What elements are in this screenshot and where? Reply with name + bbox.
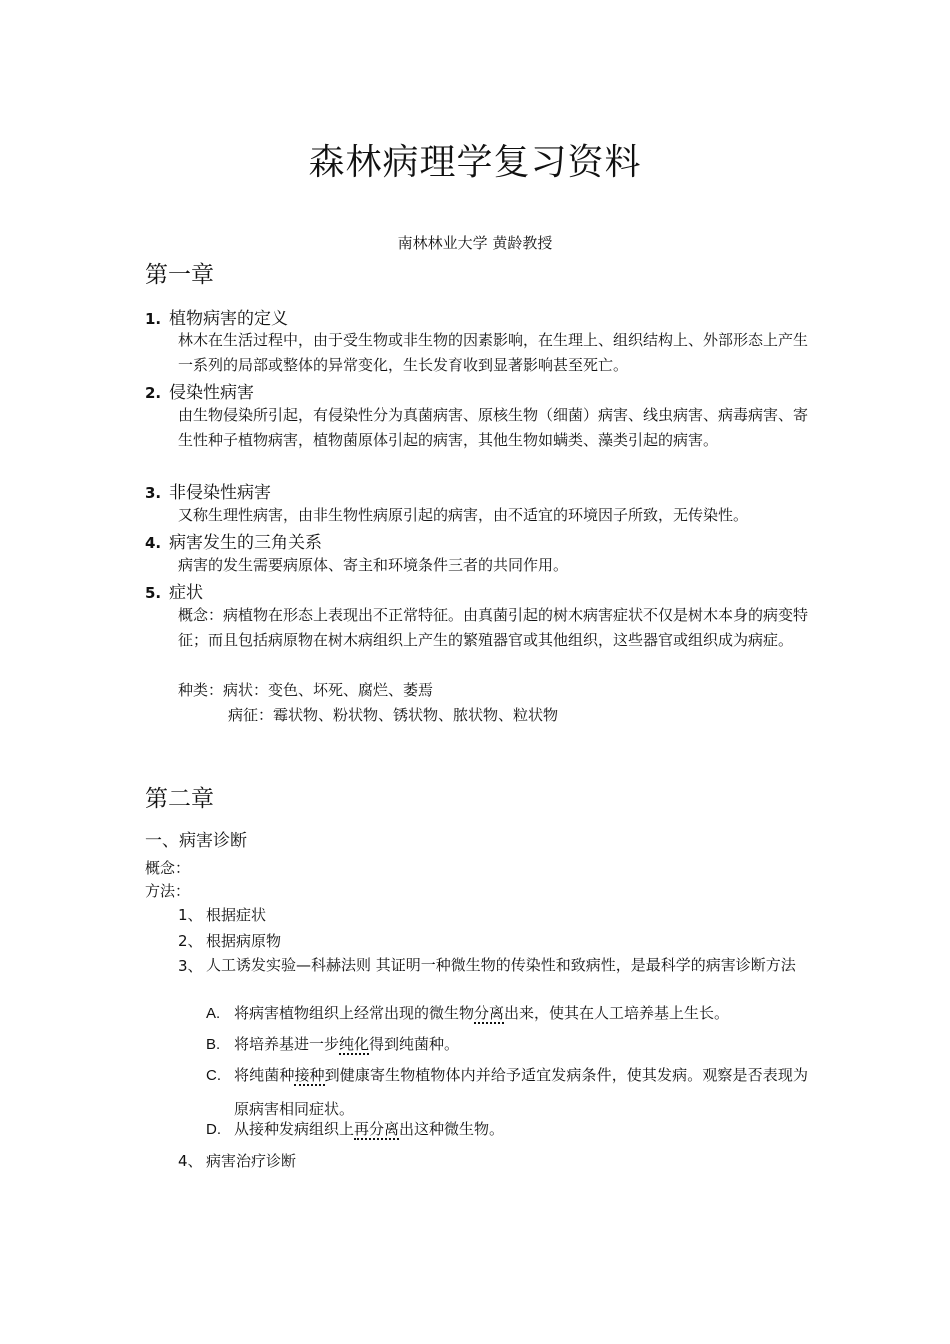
method-item-3-text: 人工诱发实验—科赫法则 其证明一种微生物的传染性和致病性，是最科学的病害诊断方法 xyxy=(206,956,796,974)
section-number: 3. xyxy=(145,484,162,502)
koch-step-b-number: B. xyxy=(206,1036,221,1053)
section-1-4-text: 病害的发生需要病原体、寄主和环境条件三者的共同作用。 xyxy=(178,556,569,574)
section-title: 植物病害的定义 xyxy=(169,309,288,329)
emphasis-dots: 分离 xyxy=(474,1004,505,1022)
chapter-1-heading: 第一章 xyxy=(145,262,214,288)
method-label: 方法： xyxy=(145,882,191,900)
emphasis-dots: 再分离 xyxy=(354,1120,400,1138)
section-title: 症状 xyxy=(169,583,203,603)
item-number: 4、 xyxy=(178,1152,203,1170)
concept-label: 概念： xyxy=(145,859,191,877)
method-item-2 xyxy=(178,930,281,951)
koch-step-a: 将病害植物组织上经常出现的微生物分离出来，使其在人工培养基上生长。 xyxy=(234,1004,730,1022)
section-1-1 xyxy=(145,304,288,329)
koch-step-a-number: A. xyxy=(206,1005,221,1022)
section-number: 4. xyxy=(145,534,162,552)
section-number: 1. xyxy=(145,310,162,328)
koch-step-b: 将培养基进一步纯化得到纯菌种。 xyxy=(234,1035,460,1053)
koch-step-c: 将纯菌种接种到健康寄生物植物体内并给予适宜发病条件，使其发病。观察是否表现为原病害相同症状。 xyxy=(234,1066,808,1118)
emphasis-dots: 纯化 xyxy=(339,1035,370,1053)
method-item-4 xyxy=(178,1150,296,1171)
item-text: 病害治疗诊断 xyxy=(206,1152,297,1170)
chapter-2-heading: 第二章 xyxy=(145,786,214,812)
item-number: 1、 xyxy=(178,906,203,924)
section-1-3-text: 又称生理性病害，由非生物性病原引起的病害，由不适宜的环境因子所致，无传染性。 xyxy=(178,506,749,524)
document-title: 森林病理学复习资料 xyxy=(308,142,642,183)
section-1-2 xyxy=(145,378,254,403)
symptom-kinds-line-2: 病征：霉状物、粉状物、锈状物、脓状物、粒状物 xyxy=(228,706,559,724)
section-number: 5. xyxy=(145,584,162,602)
item-text: 根据症状 xyxy=(206,906,267,924)
section-1-1-text: 林木在生活过程中，由于受生物或非生物的因素影响，在生理上、组织结构上、外部形态上产生一系列的局部或整体的异常变化，生长发育收到显著影响甚至死亡。 xyxy=(178,331,809,374)
section-title: 病害发生的三角关系 xyxy=(169,533,322,553)
author-line: 南林林业大学 黄龄教授 xyxy=(397,234,553,252)
method-item-3-number: 3、 xyxy=(178,957,203,975)
section-title: 非侵染性病害 xyxy=(169,483,271,503)
section-1-2-text: 由生物侵染所引起，有侵染性分为真菌病害、原核生物（细菌）病害、线虫病害、病毒病害、寄生性种子植物病害，植物菌原体引起的病害，其他生物如螨类、藻类引起的病害。 xyxy=(178,406,809,449)
section-1-5 xyxy=(145,578,203,603)
section-2-1-heading: 一、病害诊断 xyxy=(145,831,247,851)
emphasis-dots: 接种 xyxy=(294,1066,325,1084)
method-item-1 xyxy=(178,904,266,925)
section-number: 2. xyxy=(145,384,162,402)
section-title: 侵染性病害 xyxy=(169,383,254,403)
koch-step-c-number: C. xyxy=(206,1067,221,1084)
section-1-4 xyxy=(145,528,322,553)
koch-step-d-number: D. xyxy=(206,1121,221,1138)
koch-step-d: 从接种发病组织上再分离出这种微生物。 xyxy=(234,1120,505,1138)
section-1-5-text: 概念：病植物在形态上表现出不正常特征。由真菌引起的树木病害症状不仅是树木本身的病变特征；而且包括病原物在树木病组织上产生的繁殖器官或其他组织，这些器官或组织成为病症。 xyxy=(178,606,809,649)
item-number: 2、 xyxy=(178,932,203,950)
section-1-3 xyxy=(145,478,271,503)
item-text: 根据病原物 xyxy=(206,932,282,950)
symptom-kinds-line-1: 种类：病状：变色、坏死、腐烂、萎焉 xyxy=(178,681,434,699)
